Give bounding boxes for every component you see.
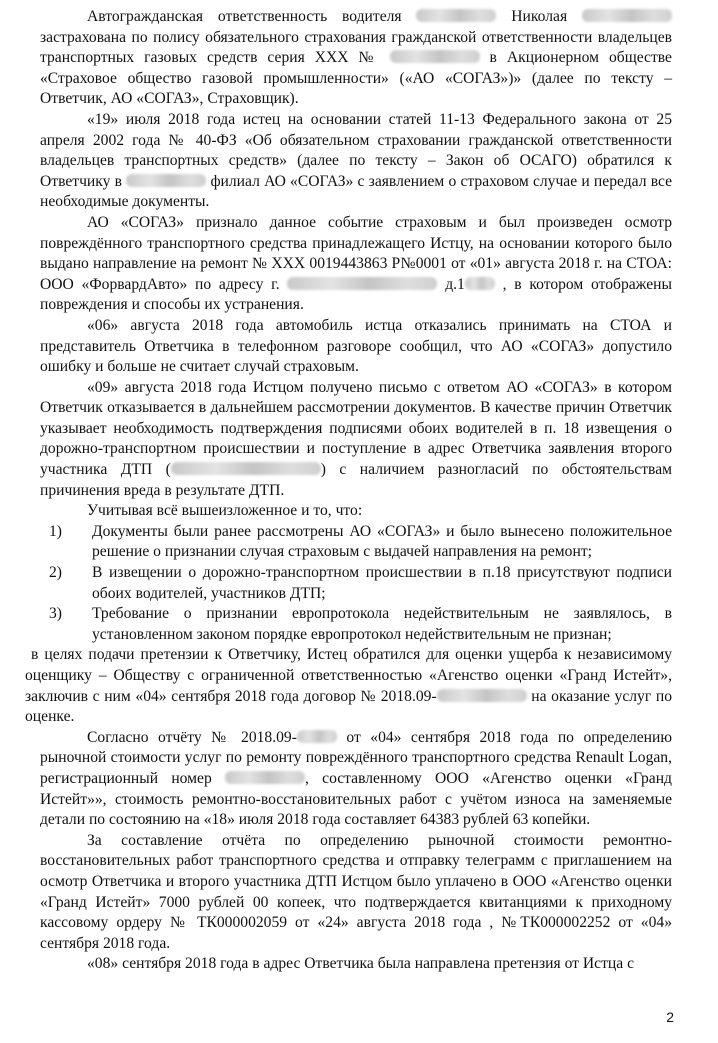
paragraph-insurance-policy: [40, 7, 672, 110]
paragraph-refusal-letter: [40, 378, 672, 502]
paragraph-appraisal-payment: [40, 831, 672, 955]
text: на оказание услуг по оценке.: [25, 687, 672, 726]
list-number: 1): [49, 522, 62, 540]
redacted-contract-number: [437, 689, 527, 702]
text: «19» июля 2018 года истец на основании статей 11-13 Федерального закона от 25 апреля 2002 года № 40-ФЗ «Об обязательном страховании гражданской ответственности владельцев транспортных средств» (далее по тексту – Закон об ОСАГО) обратился к Ответчику в: [40, 110, 672, 190]
paragraph-appraisal-contract: [25, 645, 672, 727]
text: Николая: [511, 8, 568, 25]
text: в целях подачи претензии к Ответчику, Истец обратился для оценки ущерба к независимому оценщику – Обществу с ограниченной ответственностью «Агенство оценки «Гранд Истейт», заключив с ним «04» сентября 2018 года договор № 2018.09-: [25, 646, 672, 705]
paragraph-claim-filed: [40, 110, 672, 213]
list-item: [40, 604, 672, 645]
text: ) с наличием разногласий по обстоятельствам причинения вреда в результате ДТП.: [40, 461, 672, 499]
paragraph-claim-sent: [40, 954, 672, 975]
text: «06» августа 2018 года автомобиль истца отказались принимать на СТОА и представитель Ответчика в телефонном разговоре сообщил, что АО «СОГАЗ» допустило ошибку и больше не считает случай страховым.: [40, 316, 672, 376]
text: д.1: [445, 275, 465, 293]
list-text: Документы были ранее рассмотрены АО «СОГАЗ» и было вынесено положительное решение о признании случая страховым с выдачей направления на ремонт;: [92, 522, 672, 561]
redacted-policy-number: [390, 50, 480, 63]
text: Учитывая всё вышеизложенное и то, что:: [87, 502, 363, 520]
list-number: 3): [49, 605, 62, 623]
paragraph-appraisal-report: [40, 728, 672, 831]
list-text: Требование о признании европротокола недействительным не заявлялось, в установленном законом порядке европротокол недействительным не признан;: [92, 605, 672, 643]
redacted-report-number: [297, 730, 337, 743]
list-text: В извещении о дорожно-транспортном происшествии в п.18 присутствуют подписи обоих водителей, участников ДТП;: [92, 564, 672, 602]
redacted-registration-number: [225, 771, 305, 784]
text: , в котором отображены повреждения и способы их устранения.: [40, 275, 672, 314]
paragraph-considering: [40, 501, 672, 522]
redacted-patronymic: [582, 9, 672, 22]
redacted-second-participant: [171, 462, 321, 475]
redacted-address: [287, 277, 437, 290]
list-item: [40, 563, 672, 604]
list-item: [40, 522, 672, 563]
text: филиал АО «СОГАЗ» с заявлением о страховом случае и передал все необходимые документы.: [40, 172, 672, 211]
text: от «04» сентября 2018 года по определению рыночной стоимости услуг по ремонту повреждённого транспортного средства Renault Logan, регистрационный номер: [40, 728, 672, 787]
text: За составление отчёта по определению рыночной стоимости ремонтно-восстановительных работ транспортного средства и отправку телеграмм с приглашением на осмотр Ответчика и второго участника ДТП Истцом было уплачено в ООО «Агенство оценки «Гранд Истейт» 7000 рублей 00 копеек, что подтверждается квитанциями к приходному кассовому ордеру № ТК000002059 от «24» августа 2018 года , №ТК000002252 от «04» сентября 2018 года.: [40, 831, 672, 952]
page-number: 2: [666, 1009, 674, 1025]
text: застрахована по полису обязательного страхования гражданской ответственности владельцев транспортных газовых средств серия ХХХ №: [40, 28, 672, 67]
text: Автогражданская ответственность водителя: [87, 8, 402, 25]
redacted-branch-city: [126, 174, 206, 187]
redacted-surname: [416, 9, 496, 22]
text: в Акционерном обществе «Страховое общество газовой промышленности» («АО «СОГАЗ»)» (далее по тексту – Ответчик, АО «СОГАЗ», Страховщик).: [40, 49, 672, 108]
paragraph-refusal-call: [40, 316, 672, 378]
text: Согласно отчёту № 2018.09-: [87, 728, 297, 746]
redacted-house-number: [465, 277, 495, 290]
text: , составленному ООО «Агенство оценки «Гранд Истейт»», стоимость ремонтно-восстановительных работ с учётом износа на заменяемые детали по состоянию на «18» июля 2018 года составляет 64383 рублей 63 копейки.: [40, 769, 672, 829]
list-number: 2): [49, 564, 62, 582]
paragraph-repair-referral: [40, 213, 672, 316]
document-page: [25, 7, 672, 975]
text: АО «СОГАЗ» признало данное событие страховым и был произведен осмотр повреждённого транспортного средства принадлежащего Истцу, на основании которого было выдано направление на ремонт № ХХХ 0019443863 Р№0001 от «01» августа 2018 г. на СТОА: ООО «ФорвардАвто» по адресу г.: [40, 213, 672, 293]
text: «08» сентября 2018 года в адрес Ответчика была направлена претензия от Истца с: [87, 955, 634, 973]
text: «09» августа 2018 года Истцом получено письмо с ответом АО «СОГАЗ» в котором Ответчик отказывается в дальнейшем рассмотрении документов. В качестве причин Ответчик указывает необходимость подтверждения подписями обоих водителей в п. 18 извещения о дорожно-транспортном происшествии и поступление в адрес Ответчика заявления второго участника ДТП (: [40, 378, 672, 479]
